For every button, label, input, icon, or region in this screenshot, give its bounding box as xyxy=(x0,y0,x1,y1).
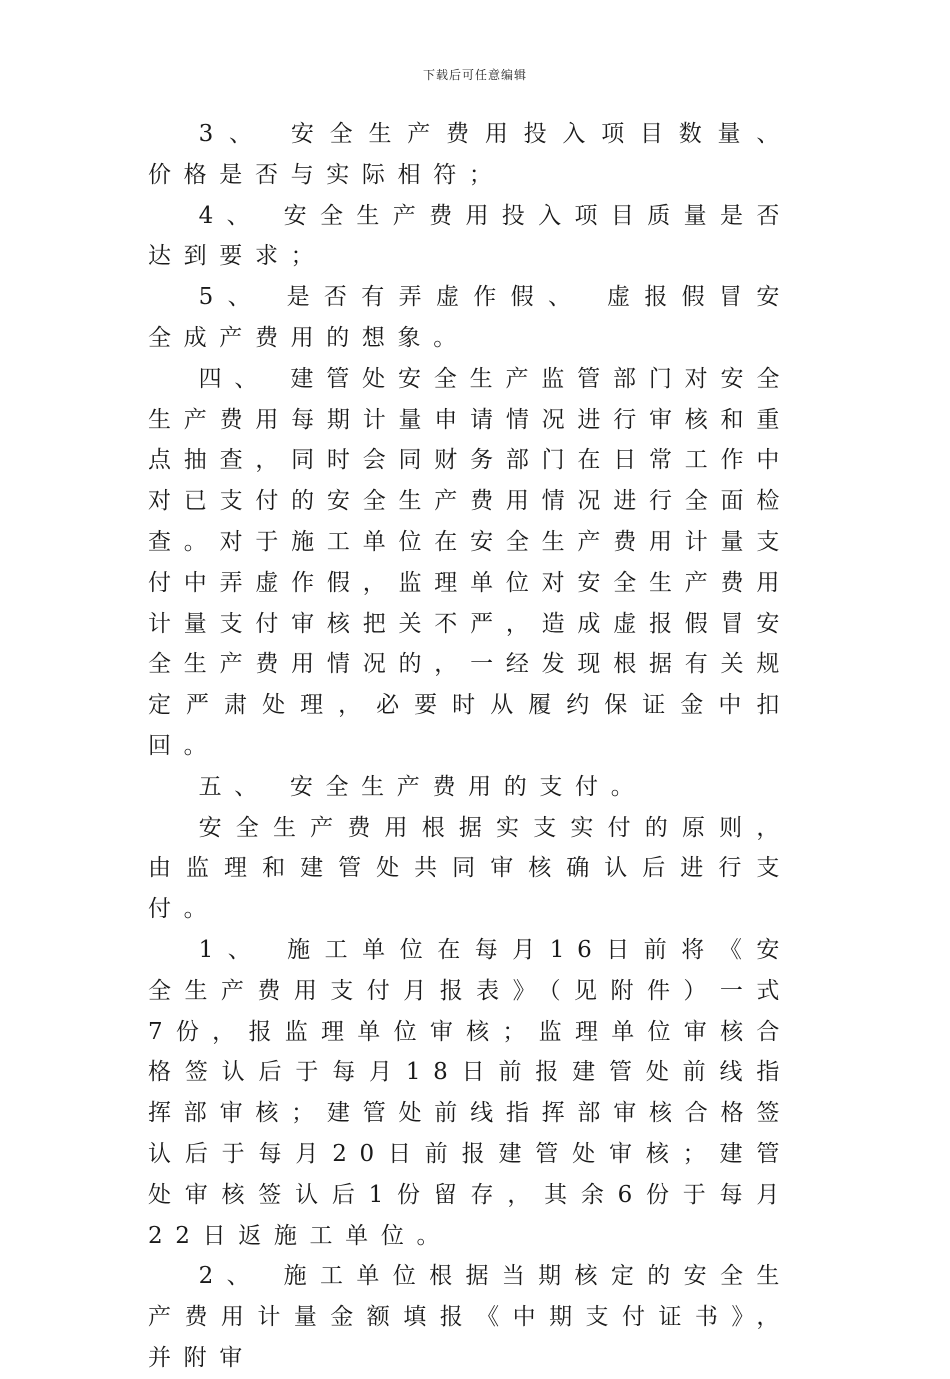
page-header-note: 下载后可任意编辑 xyxy=(422,68,527,82)
paragraph-payment-step-1: 1、 施工单位在每月16日前将《安全生产费用支付月报表》（见附件）一式7份，报监理单位审核；监理单位审核合格签认后于每月18日前报建管处前线指挥部审核；建管处前线指挥部审核合格签认后于每月20日前报建管处审核；建管处审核签认后1份留存，其余6份于每月22日返施工单位。 xyxy=(148,936,792,1249)
paragraph-payment-step-2: 2、 施工单位根据当期核定的安全生产费用计量金额填报《中期支付证书》，并附审 xyxy=(148,1263,792,1371)
paragraph-item-4: 4、 安全生产费用投入项目质量是否达到要求； xyxy=(148,202,792,270)
paragraph-section-5-heading: 五、 安全生产费用的支付。 xyxy=(198,773,647,800)
paragraph-item-3: 3、 安全生产费用投入项目数量、 价格是否与实际相符； xyxy=(148,121,792,188)
paragraph-section-4: 四、 建管处安全生产监管部门对安全生产费用每期计量申请情况进行审核和重点抽查，同时会同财务部门在日常工作中对已支付的安全生产费用情况进行全面检查。对于施工单位在安全生产费用计量支付中弄虚作假，监理单位对安全生产费用计量支付审核把关不严，造成虚报假冒安全生产费用情况的，一经发现根据有关规定严肃处理，必要时从履约保证金中扣回。 xyxy=(148,365,792,759)
document-body xyxy=(148,114,792,1379)
paragraph-item-5: 5、 是否有弄虚作假、 虚报假冒安全成产费用的想象。 xyxy=(148,284,792,351)
paragraph-payment-principle: 安全生产费用根据实支实付的原则，由监理和建管处共同审核确认后进行支付。 xyxy=(148,814,792,923)
